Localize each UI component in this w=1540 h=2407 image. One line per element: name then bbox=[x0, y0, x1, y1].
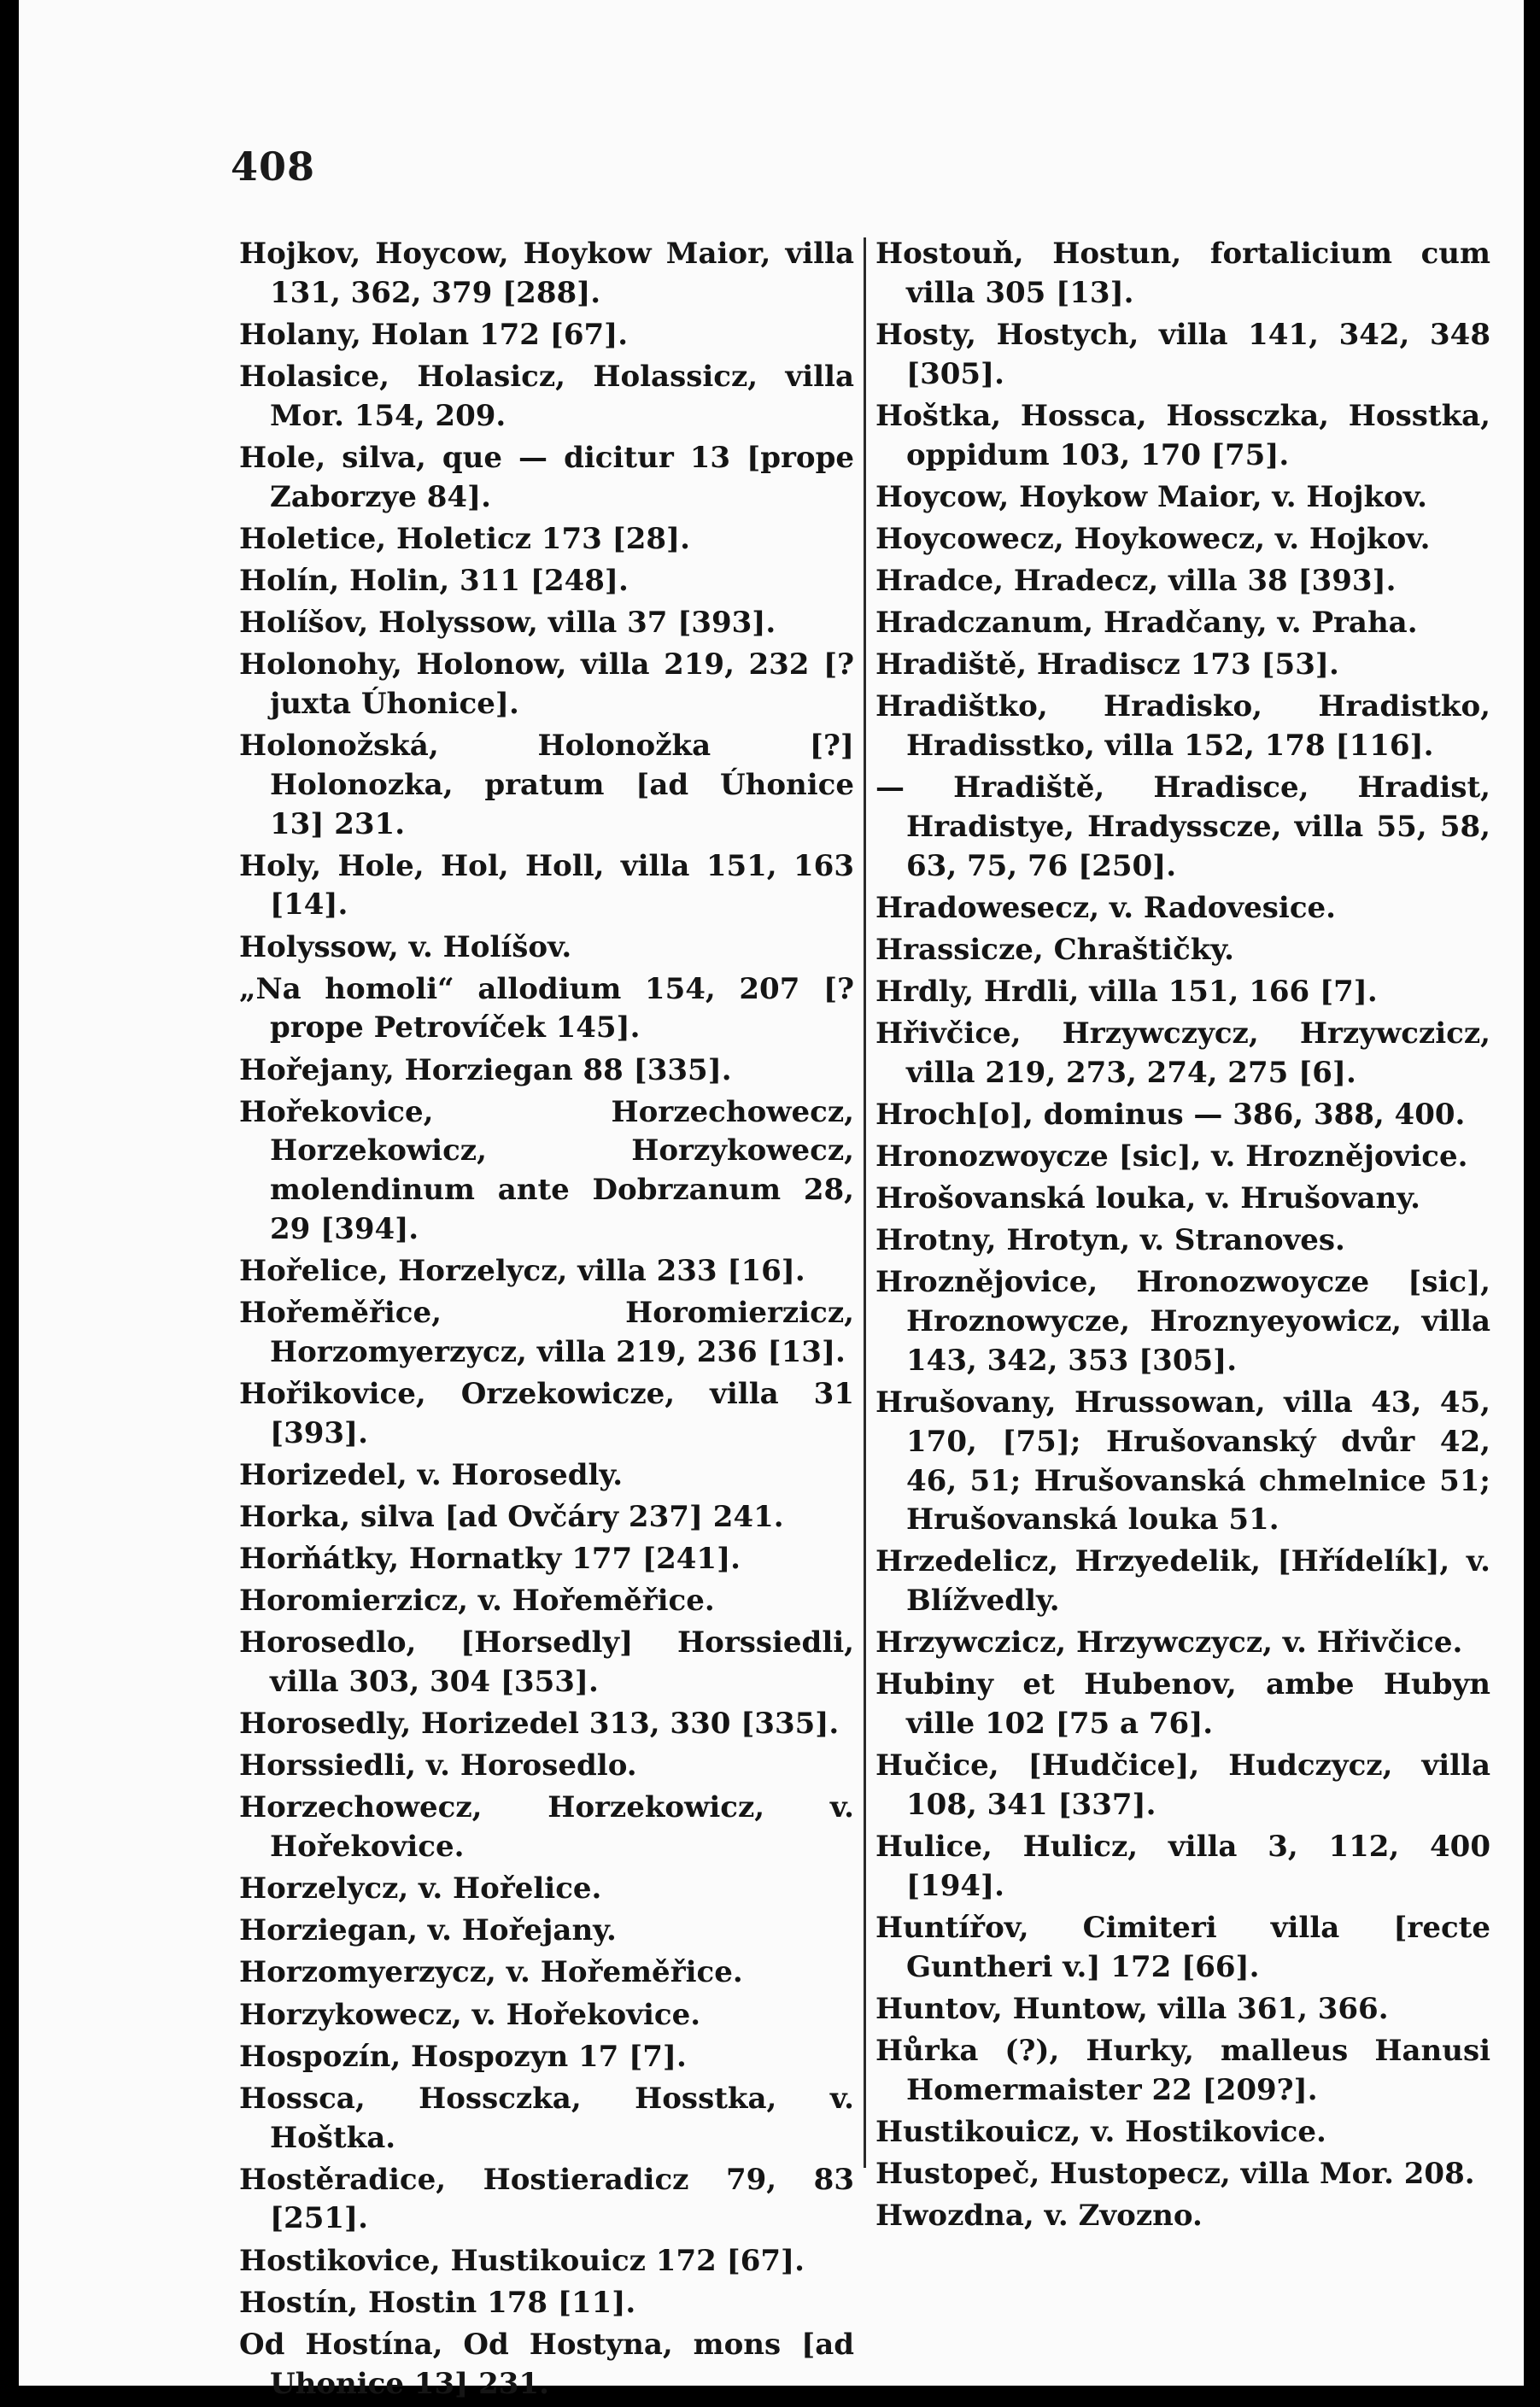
index-entry: „Na homoli“ allodium 154, 207 [? prope Petrovíček 145]. bbox=[239, 971, 854, 1045]
index-entry: Holetice, Holeticz 173 [28]. bbox=[239, 521, 690, 556]
index-entry: Horssiedli, v. Horosedlo. bbox=[239, 1748, 637, 1783]
index-entry: Holíšov, Holyssow, villa 37 [393]. bbox=[239, 605, 776, 640]
index-entry: Hradištko, Hradisko, Hradistko, Hradisstko, villa 152, 178 [116]. bbox=[875, 689, 1490, 763]
index-entry: Hořeměřice, Horomierzicz, Horzomyerzycz, villa 219, 236 [13]. bbox=[239, 1296, 854, 1369]
index-entry: Hronozwoycze [sic], v. Hroznějovice. bbox=[875, 1139, 1468, 1174]
index-entry: Holy, Hole, Hol, Holl, villa 151, 163 [14]. bbox=[239, 848, 854, 922]
index-entry: Hole, silva, que — dicitur 13 [prope Zaborzye 84]. bbox=[239, 440, 854, 514]
index-entry: Hoštka, Hossca, Hossczka, Hosstka, oppidum 103, 170 [75]. bbox=[875, 398, 1490, 472]
index-column-left bbox=[239, 235, 854, 2407]
index-entry: Huntov, Huntow, villa 361, 366. bbox=[875, 1991, 1389, 2026]
index-entry: Hroznějovice, Hronozwoycze [sic], Hroznowycze, Hroznyeyowicz, villa 143, 342, 353 [305]. bbox=[875, 1265, 1490, 1378]
index-entry: Hojkov, Hoycow, Hoykow Maior, villa 131, 362, 379 [288]. bbox=[239, 237, 854, 310]
index-entry: Hossca, Hossczka, Hosstka, v. Hoštka. bbox=[239, 2081, 854, 2155]
index-entry: Hradowesecz, v. Radovesice. bbox=[875, 890, 1337, 925]
index-entry: Horňátky, Hornatky 177 [241]. bbox=[239, 1542, 741, 1577]
index-entry: Horka, silva [ad Ovčáry 237] 241. bbox=[239, 1500, 784, 1535]
index-entry: Hrdly, Hrdli, villa 151, 166 [7]. bbox=[875, 974, 1378, 1009]
index-column-right bbox=[875, 235, 1490, 2239]
index-entry: Hrotny, Hrotyn, v. Stranoves. bbox=[875, 1223, 1345, 1258]
index-entry: Hroch[o], dominus — 386, 388, 400. bbox=[875, 1097, 1466, 1132]
index-entry: Hořelice, Horzelycz, villa 233 [16]. bbox=[239, 1254, 805, 1289]
page-number: 408 bbox=[231, 143, 316, 190]
index-entry: Horizedel, v. Horosedly. bbox=[239, 1457, 624, 1492]
index-entry: Hořejany, Horziegan 88 [335]. bbox=[239, 1052, 732, 1087]
index-entry: Horosedly, Horizedel 313, 330 [335]. bbox=[239, 1707, 840, 1742]
index-entry: Hrassicze, Chraštičky. bbox=[875, 932, 1235, 967]
index-entry: Horzelycz, v. Hořelice. bbox=[239, 1871, 602, 1906]
index-entry: Horomierzicz, v. Hořeměřice. bbox=[239, 1584, 715, 1619]
index-entry: Hostín, Hostin 178 [11]. bbox=[239, 2285, 636, 2320]
column-divider bbox=[864, 237, 866, 2168]
index-entry: Holonohy, Holonow, villa 219, 232 [? juxta Úhonice]. bbox=[239, 647, 854, 721]
index-entry: Holany, Holan 172 [67]. bbox=[239, 317, 629, 352]
index-entry: Hoycow, Hoykow Maior, v. Hojkov. bbox=[875, 479, 1427, 514]
index-entry: Hůrka (?), Hurky, malleus Hanusi Homermaister 22 [209?]. bbox=[875, 2034, 1490, 2107]
index-entry: Hostouň, Hostun, fortalicium cum villa 305 [13]. bbox=[875, 237, 1490, 310]
index-entry: Hubiny et Hubenov, ambe Hubyn ville 102 [75 a 76]. bbox=[875, 1667, 1490, 1742]
index-entry: Holonožská, Holonožka [?] Holonozka, pratum [ad Úhonice 13] 231. bbox=[239, 728, 854, 841]
index-entry: Hustopeč, Hustopecz, villa Mor. 208. bbox=[875, 2157, 1475, 2192]
index-entry: Hrušovany, Hrussowan, villa 43, 45, 170, [75]; Hrušovanský dvůr 42, 46, 51; Hrušovanská chmelnice 51; Hrušovanská louka 51. bbox=[875, 1385, 1490, 1537]
index-entry: Hradczanum, Hradčany, v. Praha. bbox=[875, 605, 1418, 640]
index-entry: Hrošovanská louka, v. Hrušovany. bbox=[875, 1181, 1420, 1216]
index-entry: Hostikovice, Hustikouicz 172 [67]. bbox=[239, 2243, 805, 2278]
index-entry: Hřivčice, Hrzywczycz, Hrzywczicz, villa 219, 273, 274, 275 [6]. bbox=[875, 1016, 1490, 1090]
index-entry: Od Hostína, Od Hostyna, mons [ad Uhonice 13] 231. bbox=[239, 2327, 854, 2401]
index-entry: Hučice, [Hudčice], Hudczycz, villa 108, 341 [337]. bbox=[875, 1748, 1490, 1823]
index-entry: Huntířov, Cimiteri villa [recte Guntheri v.] 172 [66]. bbox=[875, 1911, 1490, 1984]
index-entry: Hulice, Hulicz, villa 3, 112, 400 [194]. bbox=[875, 1830, 1490, 1903]
index-entry: Hostěradice, Hostieradicz 79, 83 [251]. bbox=[239, 2162, 854, 2236]
index-entry: Hořekovice, Horzechowecz, Horzekowicz, Horzykowecz, molendinum ante Dobrzanum 28, 29 [394]. bbox=[239, 1094, 854, 1246]
index-entry: Horzechowecz, Horzekowicz, v. Hořekovice. bbox=[239, 1790, 854, 1865]
index-entry: Holasice, Holasicz, Holassicz, villa Mor. 154, 209. bbox=[239, 359, 854, 433]
index-entry: Horzomyerzycz, v. Hořeměřice. bbox=[239, 1955, 743, 1990]
index-entry: Hradce, Hradecz, villa 38 [393]. bbox=[875, 563, 1397, 598]
index-entry: Horzykowecz, v. Hořekovice. bbox=[239, 1997, 701, 2032]
index-entry: Hoycowecz, Hoykowecz, v. Hojkov. bbox=[875, 521, 1431, 556]
index-entry: Holyssow, v. Holíšov. bbox=[239, 929, 572, 964]
index-entry: Hospozín, Hospozyn 17 [7]. bbox=[239, 2039, 687, 2074]
index-entry: Hosty, Hostych, villa 141, 342, 348 [305]. bbox=[875, 317, 1490, 391]
index-entry: Holín, Holin, 311 [248]. bbox=[239, 563, 629, 598]
index-entry: — Hradiště, Hradisce, Hradist, Hradistye, Hradysscze, villa 55, 58, 63, 75, 76 [250]. bbox=[875, 770, 1490, 883]
index-entry: Hustikouicz, v. Hostikovice. bbox=[875, 2114, 1326, 2149]
document-page bbox=[19, 0, 1524, 2401]
index-entry: Hořikovice, Orzekowicze, villa 31 [393]. bbox=[239, 1377, 854, 1450]
index-entry: Hwozdna, v. Zvozno. bbox=[875, 2199, 1203, 2234]
index-entry: Hrzedelicz, Hrzyedelik, [Hřídelík], v. Blížvedly. bbox=[875, 1544, 1490, 1619]
index-entry: Horziegan, v. Hořejany. bbox=[239, 1913, 617, 1948]
index-entry: Hradiště, Hradiscz 173 [53]. bbox=[875, 647, 1339, 682]
index-entry: Horosedlo, [Horsedly] Horssiedli, villa 303, 304 [353]. bbox=[239, 1625, 854, 1700]
index-entry: Hrzywczicz, Hrzywczycz, v. Hřivčice. bbox=[875, 1625, 1463, 1660]
